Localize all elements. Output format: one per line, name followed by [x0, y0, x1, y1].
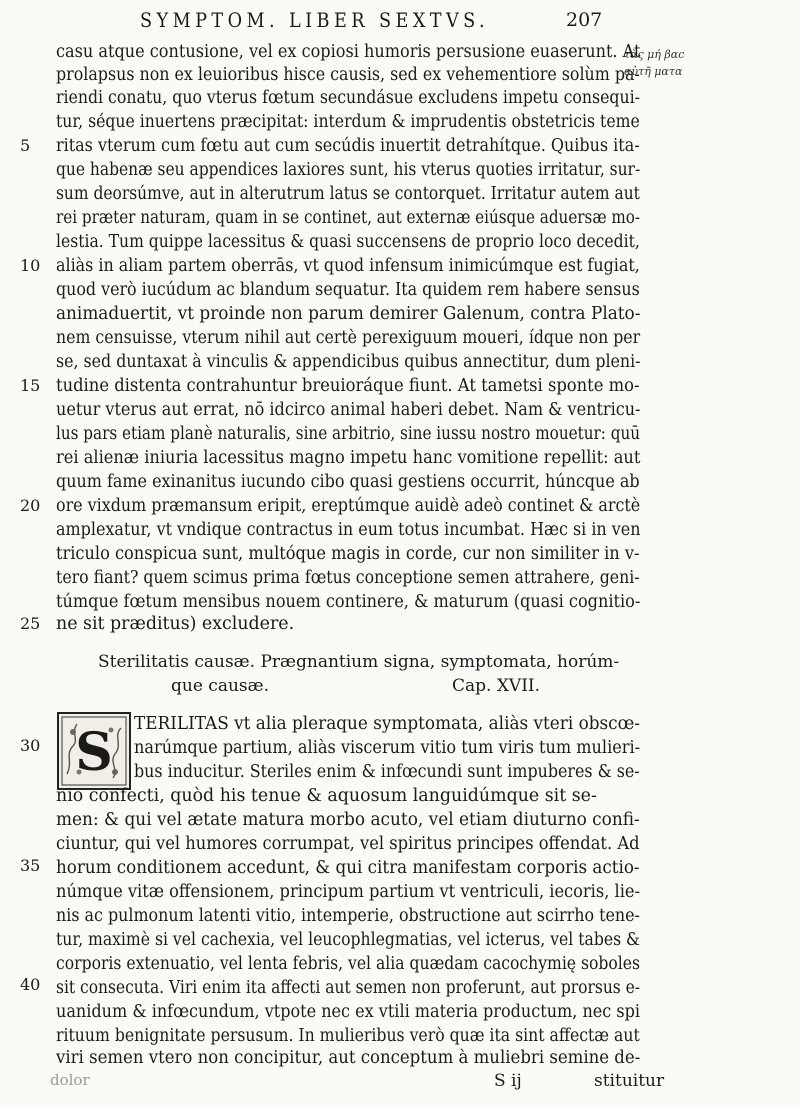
text-line: amplexatur, vt vndique contractus in eum totus incumbat. Hæc si in ven	[56, 520, 641, 540]
text-line: lus pars etiam planè naturalis, sine arbitrio, sine iussu nostro mouetur: quū	[56, 424, 641, 444]
text-line: lestia. Tum quippe lacessitus & quasi succensens de proprio loco decedit,	[56, 232, 640, 252]
line-number: 40	[20, 975, 41, 994]
text-line: uetur vterus aut errat, nō idcirco animal haberi debet. Nam & ventricu-	[56, 400, 641, 420]
bleed-through-text: dolor	[50, 1071, 90, 1089]
text-line: se, sed duntaxat à vinculis & appendicibus quibus annectitur, dum pleni-	[56, 352, 641, 372]
line-number: 20	[20, 496, 41, 515]
drop-cap-initial	[57, 712, 131, 790]
text-line: nis ac pulmonum latenti vitio, intemperie, obstructione aut scirrho tene-	[56, 906, 640, 926]
line-number: 25	[20, 614, 41, 633]
running-title: SYMPTOM. LIBER SEXTVS.	[140, 8, 490, 32]
chapter-heading-line: que causæ.	[171, 676, 270, 696]
text-line: tudine distenta contrahuntur breuioráque fiunt. At tametsi sponte mo-	[56, 376, 640, 396]
text-line: casu atque contusione, vel ex copiosi humoris persusione euaserunt. At	[56, 42, 641, 62]
text-line: nio confecti, quòd his tenue & aquosum languidúmque sit se-	[56, 786, 597, 806]
text-line: ritas vterum cum fœtu aut cum secúdis inuertit detrahítque. Quibus ita-	[56, 136, 640, 156]
text-line: túmque fœtum mensibus nouem continere, & maturum (quasi cognitio-	[56, 592, 641, 612]
line-number: 5	[20, 136, 31, 155]
text-line: tero fiant? quem scimus prima fœtus conceptione semen attrahere, geni-	[56, 568, 640, 588]
text-line: sit consecuta. Viri enim ita affecti aut semen non proferunt, aut prorsus e-	[56, 978, 641, 998]
text-line: ciuntur, qui vel humores corrumpat, vel spiritus principes offendat. Ad	[56, 834, 640, 854]
text-line: tur, séque inuertens præcipitat: interdum & imprudentis obstetricis teme	[56, 112, 640, 132]
line-number: 35	[20, 856, 41, 875]
text-line: ne sit præditus) excludere.	[56, 614, 295, 634]
text-line: sum deorsúmve, aut in alterutrum latus se contorquet. Irritatur autem aut	[56, 184, 640, 204]
text-line: rei alienæ iniuria lacessitus magno impetu hanc vomitione repellit: aut	[56, 448, 641, 468]
text-line: animaduertit, vt proinde non parum demirer Galenum, contra Plato-	[56, 304, 641, 324]
margin-note-line: τὰς μή βαϲ	[624, 48, 685, 61]
text-line: corporis extenuatio, vel lenta febris, vel alia quædam cacochymię soboles	[56, 954, 641, 974]
text-line: quod verò iucúdum ac blandum sequatur. Ita quidem rem habere sensus	[56, 280, 640, 300]
catchword: stituitur	[594, 1071, 665, 1091]
chapter-heading-line: Sterilitatis causæ. Prægnantium signa, symptomata, horúm-	[98, 652, 620, 672]
text-line: quum fame exinanitus iucundo cibo quasi gestiens occurrit, húncque ab	[56, 472, 640, 492]
text-line: narúmque partium, aliàs viscerum vitio tum viris tum mulieri-	[134, 738, 641, 758]
text-line: tur, maximè si vel cachexia, vel leucophlegmatias, vel icterus, vel tabes &	[56, 930, 640, 950]
text-line: aliàs in aliam partem oberrās, vt quod infensum inimicúmque est fugiat,	[56, 256, 640, 276]
drop-cap-ornament-icon	[59, 714, 129, 788]
text-line: númque vitæ offensionem, principum partium vt ventriculi, iecoris, lie-	[56, 882, 640, 902]
text-line: prolapsus non ex leuioribus hisce causis, sed ex vehementiore solùm pa-	[56, 65, 640, 85]
text-line: rei præter naturam, quam in se continet, aut externæ eiúsque aduersæ mo-	[56, 208, 641, 228]
drop-cap-letter: S	[75, 722, 113, 783]
signature-mark: S ij	[494, 1071, 522, 1091]
text-line: bus inducitur. Steriles enim & infœcundi sunt impuberes & se-	[134, 762, 640, 782]
text-line: rituum benignitate persusum. In mulieribus verò quæ ita sint affectæ aut	[56, 1026, 640, 1046]
text-line: uanidum & infœcundum, vtpote nec ex vtili materia productum, nec spi	[56, 1002, 641, 1022]
text-line: riendi conatu, quo vterus fœtum secundásue excludens impetu consequi-	[56, 88, 640, 108]
text-line: ore vixdum præmansum eripit, ereptúmque auidè adeò continet & arctè	[56, 496, 641, 516]
text-line: men: & qui vel ætate matura morbo acuto, vel etiam diuturno confi-	[56, 810, 640, 830]
line-number: 10	[20, 256, 41, 275]
line-number: 30	[20, 736, 41, 755]
text-line: viri semen vtero non concipitur, aut conceptum à muliebri semine de-	[56, 1048, 641, 1068]
line-number: 15	[20, 376, 41, 395]
text-line: horum conditionem accedunt, & qui citra manifestam corporis actio-	[56, 858, 640, 878]
text-line: TERILITAS vt alia pleraque symptomata, aliàs vteri obscœ-	[134, 714, 640, 734]
text-line: triculo conspicua sunt, multóque magis in corde, cur non similiter in v-	[56, 544, 640, 564]
margin-note-line: αὐτῆ ματα	[624, 65, 683, 78]
chapter-number: Cap. XVII.	[452, 676, 541, 696]
text-line: que habenæ seu appendices laxiores sunt, his vterus quoties irritatur, sur-	[56, 160, 641, 180]
text-line: nem censuisse, vterum nihil aut certè perexiguum moueri, ídque non per	[56, 328, 641, 348]
page-number: 207	[566, 9, 603, 31]
